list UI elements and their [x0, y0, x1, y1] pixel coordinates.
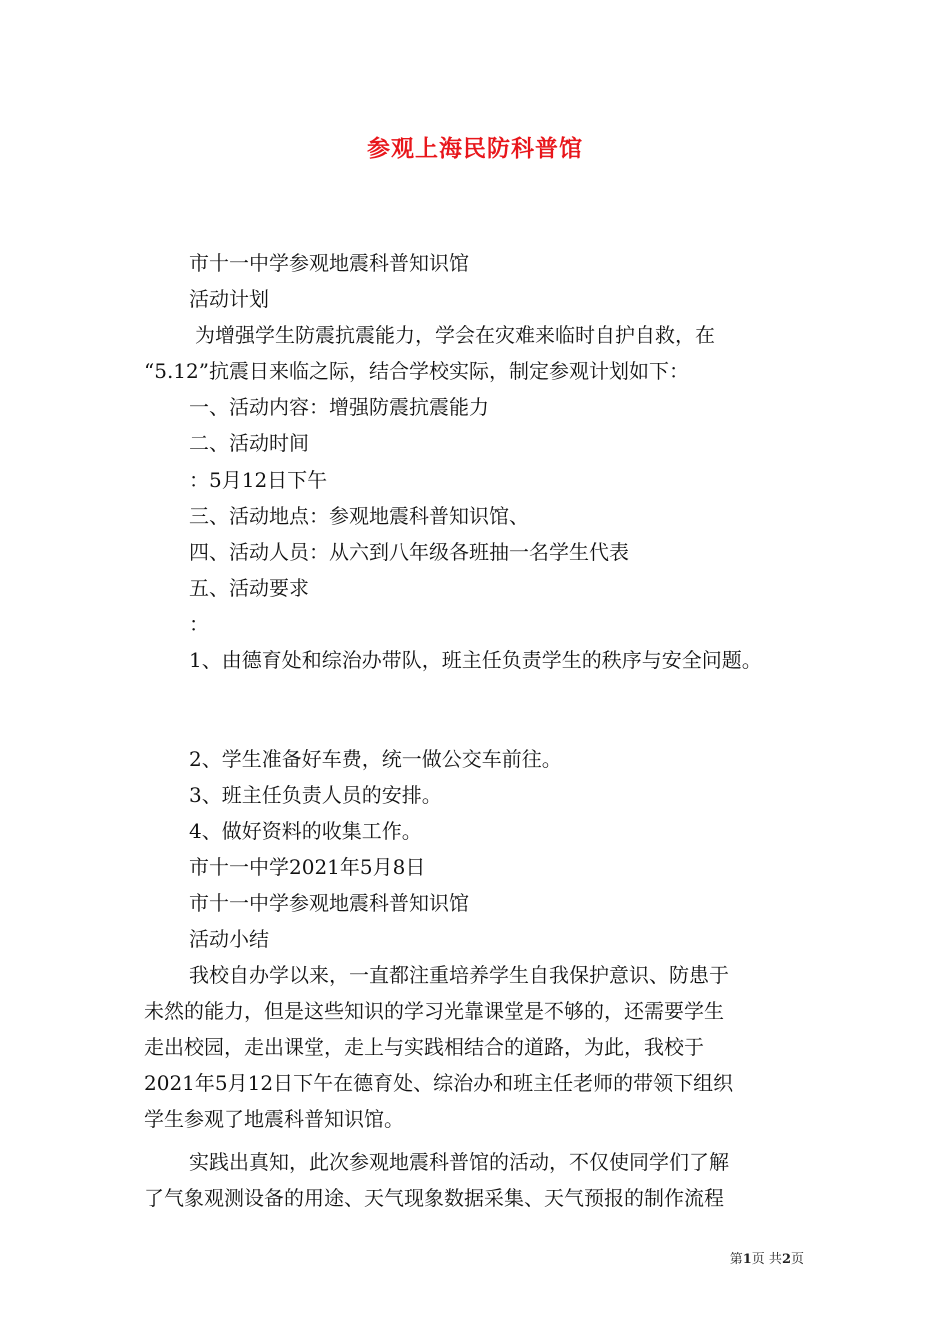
paragraph-line: 活动小结 [189, 927, 269, 951]
page-number-footer [730, 1248, 804, 1267]
document-title: 参观上海民防科普馆 [367, 135, 583, 162]
paragraph-line: 了气象观测设备的用途、天气现象数据采集、天气预报的制作流程 [144, 1186, 724, 1210]
current-page-number: 1 [742, 1252, 752, 1267]
paragraph-line: 走出校园，走出课堂，走上与实践相结合的道路，为此，我校于 [144, 1035, 704, 1059]
footer-middle: 页 共 [751, 1252, 782, 1267]
paragraph-line: 市十一中学参观地震科普知识馆 [189, 891, 469, 915]
paragraph-line: 2、学生准备好车费，统一做公交车前往。 [189, 747, 562, 771]
paragraph-line: “5.12”抗震日来临之际，结合学校实际，制定参观计划如下： [144, 359, 689, 383]
paragraph-line: 1、由德育处和综治办带队，班主任负责学生的秩序与安全问题。 [189, 648, 762, 672]
paragraph-line: 二、活动时间 [189, 431, 309, 455]
paragraph-line: 四、活动人员：从六到八年级各班抽一名学生代表 [189, 540, 629, 564]
paragraph-line: 学生参观了地震科普知识馆。 [144, 1107, 404, 1131]
paragraph-line: 4、做好资料的收集工作。 [189, 819, 422, 843]
total-page-number: 2 [781, 1252, 791, 1267]
paragraph-line: 五、活动要求 [189, 576, 309, 600]
footer-suffix: 页 [790, 1252, 804, 1267]
paragraph-line: 市十一中学2021年5月8日 [189, 855, 426, 879]
paragraph-line: 3、班主任负责人员的安排。 [189, 783, 442, 807]
paragraph-line: 实践出真知，此次参观地震科普馆的活动，不仅使同学们了解 [189, 1150, 729, 1174]
paragraph-line: 我校自办学以来，一直都注重培养学生自我保护意识、防患于 [189, 963, 729, 987]
paragraph-line: 为增强学生防震抗震能力，学会在灾难来临时自护自救，在 [195, 323, 715, 347]
paragraph-line: 一、活动内容：增强防震抗震能力 [189, 395, 489, 419]
paragraph-line: 2021年5月12日下午在德育处、综治办和班主任老师的带领下组织 [144, 1071, 734, 1095]
paragraph-line: 活动计划 [189, 287, 269, 311]
paragraph-line: 未然的能力，但是这些知识的学习光靠课堂是不够的，还需要学生 [144, 999, 724, 1023]
footer-prefix: 第 [729, 1252, 743, 1267]
paragraph-line: ： [189, 612, 209, 636]
paragraph-line: 三、活动地点：参观地震科普知识馆、 [189, 504, 529, 528]
paragraph-line: ：5月12日下午 [189, 468, 328, 492]
paragraph-line: 市十一中学参观地震科普知识馆 [189, 251, 469, 275]
